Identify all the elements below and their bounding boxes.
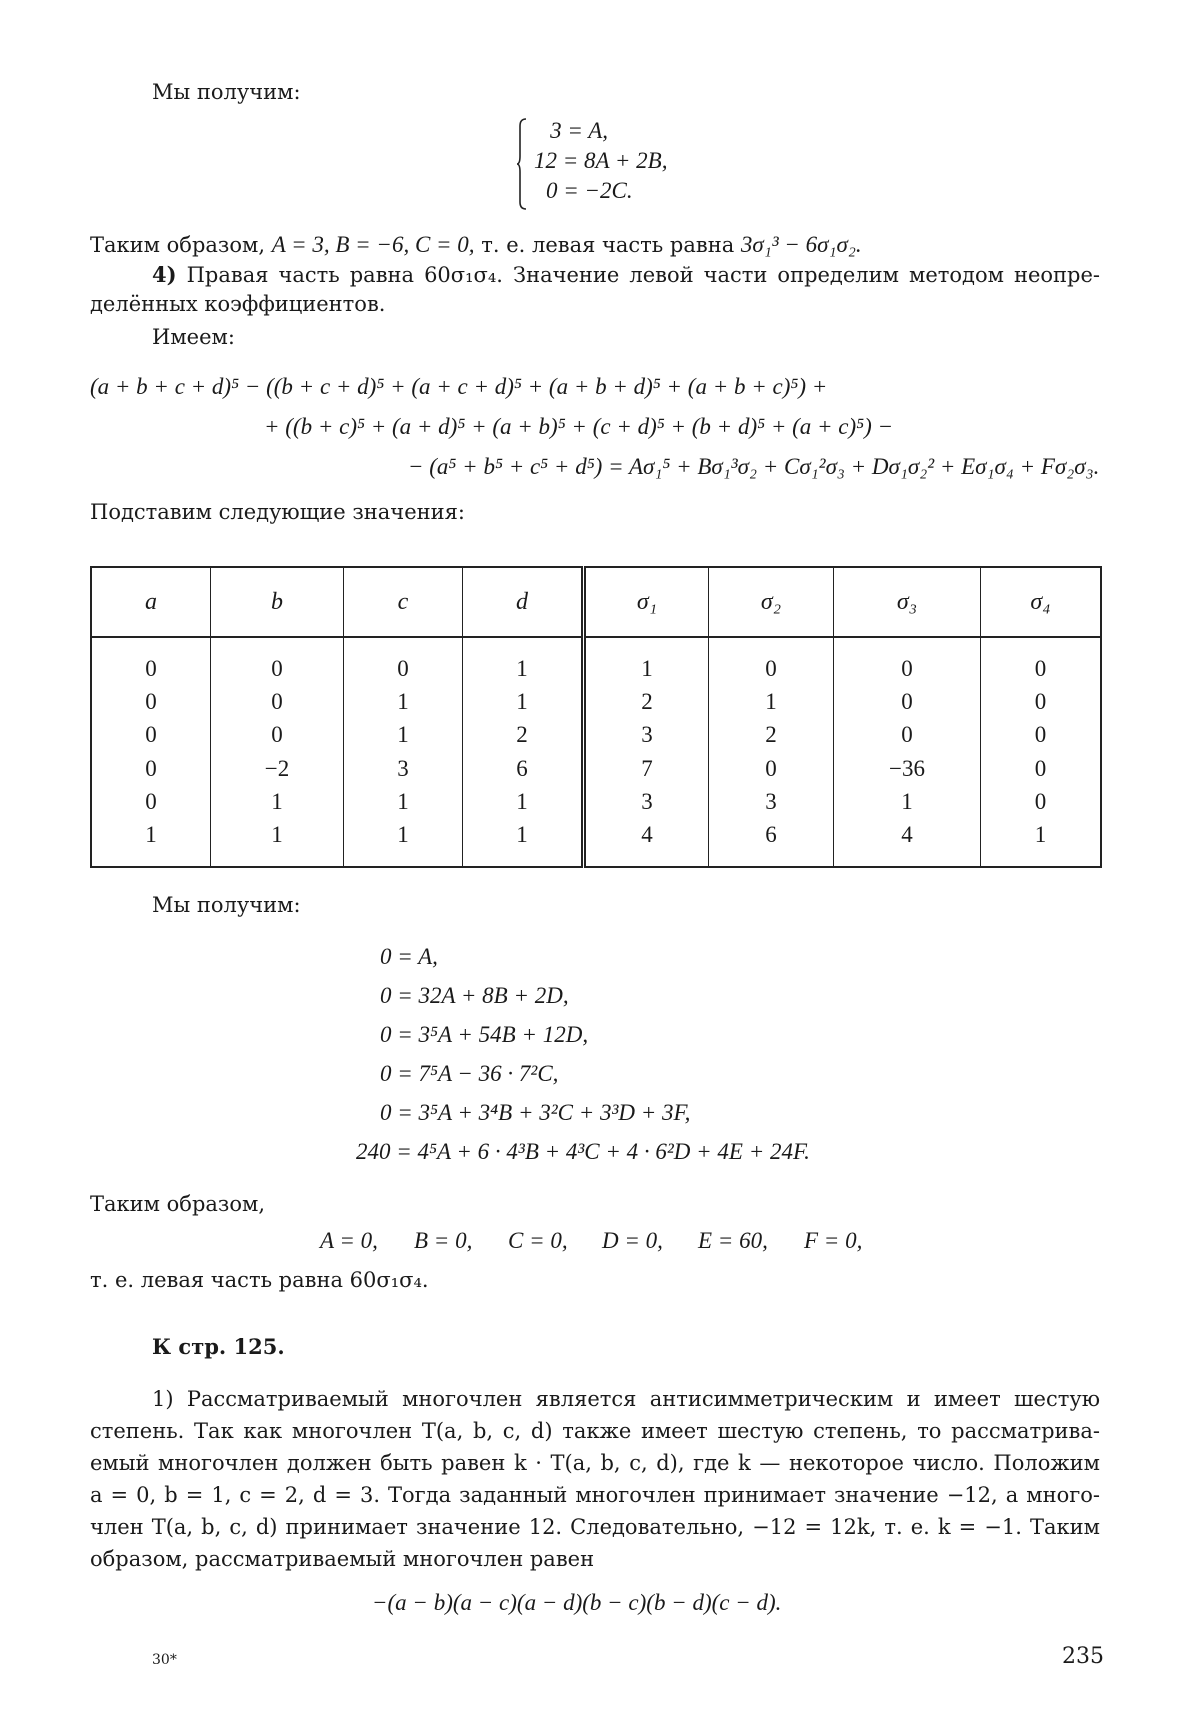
identity-line-3: − (a⁵ + b⁵ + c⁵ + d⁵) = Aσ₁⁵ + Bσ₁³σ₂ + Cσ₁²σ₃ + Dσ₁σ₂² + Eσ₁σ₄ + Fσ₂σ₃. (408, 454, 1100, 479)
table-cell: 6 (463, 752, 584, 785)
table-row (91, 752, 1101, 785)
system2-eq-5: 0 = 3⁵A + 3⁴B + 3²C + 3³D + 3F, (380, 1100, 691, 1125)
table-cell: 1 (463, 637, 584, 686)
table-cell: 0 (145, 788, 157, 814)
identity-line-2: + ((b + c)⁵ + (a + d)⁵ + (a + b)⁵ + (c + d)⁵ + (b + d)⁵ + (a + c)⁵) − (264, 414, 894, 439)
table-cell: 3 (584, 719, 709, 752)
para1-line-1: 1) Рассматриваемый многочлен является антисимметрическим и имеет шестую (152, 1387, 1100, 1411)
table-cell: −36 (834, 752, 981, 785)
result2-value-e: E = 60, (698, 1228, 768, 1253)
section-title: К стр. 125. (152, 1334, 285, 1359)
intro-text-1: Мы получим: (152, 80, 301, 104)
table-cell: −2 (211, 752, 344, 785)
table-cell: 0 (145, 655, 157, 681)
table-cell: 2 (709, 719, 834, 752)
table-header-cell: d (463, 567, 584, 637)
table-header-cell: σ₁ (584, 567, 709, 637)
table-cell: 0 (981, 719, 1102, 752)
table-cell: 0 (981, 785, 1102, 818)
table-cell: 0 (145, 689, 157, 715)
table-cell: 1 (344, 785, 463, 818)
identity-line-1: (a + b + c + d)⁵ − ((b + c + d)⁵ + (a + c + d)⁵ + (a + b + d)⁵ + (a + b + c)⁵) + (90, 374, 828, 399)
result-1 (90, 232, 862, 258)
para1-line-3: емый многочлен должен быть равен k · T(a, b, c, d), где k — некоторое число. Положим (90, 1451, 1100, 1475)
table-cell: 0 (981, 686, 1102, 719)
result1-prefix: Таким образом, (90, 233, 272, 257)
table-cell: 1 (211, 785, 344, 818)
table-cell: 2 (463, 719, 584, 752)
para1-line-4: a = 0, b = 1, c = 2, d = 3. Тогда заданный многочлен принимает значение −12, а много- (90, 1483, 1100, 1507)
table-cell: 0 (834, 686, 981, 719)
intro-text-2: Мы получим: (152, 893, 301, 917)
table-cell: 0 (981, 752, 1102, 785)
table-header-cell: c (344, 567, 463, 637)
table-cell: 0 (709, 752, 834, 785)
table-cell: 0 (145, 755, 157, 781)
table-header-cell: σ₄ (981, 567, 1102, 637)
table-cell: 0 (834, 719, 981, 752)
table-cell: 2 (584, 686, 709, 719)
result1-suffix: т. е. левая часть равна (474, 233, 741, 257)
system2-eq-3: 0 = 3⁵A + 54B + 12D, (380, 1022, 589, 1047)
result1-expr: 3σ₁³ − 6σ₁σ₂. (740, 232, 862, 257)
system2-eq-1: 0 = A, (380, 944, 438, 969)
part4-label: 4) (152, 262, 177, 287)
table-cell: 3 (584, 785, 709, 818)
para1-line-6: образом, рассматриваемый многочлен равен (90, 1547, 595, 1571)
system2-eq-6: 240 = 4⁵A + 6 · 4³B + 4³C + 4 · 6²D + 4E + 24F. (356, 1139, 810, 1164)
system-brace-icon (517, 118, 527, 210)
table-cell: 0 (211, 719, 344, 752)
values-table (90, 566, 1102, 868)
footer-signature: 30* (152, 1652, 177, 1668)
table-cell: 4 (834, 818, 981, 867)
system1-eq-2: 12 = 8A + 2B, (534, 148, 668, 173)
part4-line-1 (152, 262, 1100, 287)
system1-eq-1: 3 = A, (550, 118, 608, 143)
table-row (91, 785, 1101, 818)
table-row (91, 719, 1101, 752)
table-cell: 1 (344, 686, 463, 719)
table-cell: 1 (344, 719, 463, 752)
have-text: Имеем: (152, 325, 235, 349)
table-cell: 0 (344, 637, 463, 686)
para1-line-2: степень. Так как многочлен T(a, b, c, d) также имеет шестую степень, то рассматрива- (90, 1419, 1100, 1443)
result1-values: A = 3, B = −6, C = 0, (271, 232, 475, 257)
table-cell: 0 (834, 637, 981, 686)
system2-eq-2: 0 = 32A + 8B + 2D, (380, 983, 569, 1008)
result2-prefix: Таким образом, (90, 1192, 266, 1216)
final-expression: −(a − b)(a − c)(a − d)(b − c)(b − d)(c − d). (372, 1590, 782, 1615)
para1-line-5: член T(a, b, c, d) принимает значение 12. Следовательно, −12 = 12k, т. е. k = −1. Таким (90, 1515, 1100, 1539)
system2-eq-4: 0 = 7⁵A − 36 · 7²C, (380, 1061, 559, 1086)
table-header-cell: a (91, 567, 211, 637)
system1-eq-3: 0 = −2C. (546, 178, 633, 203)
table-row (91, 686, 1101, 719)
part4-line-2: делённых коэффициентов. (90, 292, 386, 316)
table-cell: 1 (834, 785, 981, 818)
table-cell: 0 (211, 686, 344, 719)
table-cell: 1 (344, 818, 463, 867)
table-cell: 0 (145, 722, 157, 748)
table-cell: 3 (344, 752, 463, 785)
table-cell: 0 (211, 637, 344, 686)
result2-value-a: A = 0, (320, 1228, 378, 1253)
table-cell: 7 (584, 752, 709, 785)
table-cell: 3 (709, 785, 834, 818)
result2-suffix: т. е. левая часть равна 60σ₁σ₄. (90, 1268, 429, 1292)
result2-value-f: F = 0, (804, 1228, 863, 1253)
table-header-row (91, 567, 1101, 637)
table-cell: 1 (709, 686, 834, 719)
table-cell: 1 (463, 818, 584, 867)
table-cell: 1 (211, 818, 344, 867)
page-number: 235 (1062, 1644, 1104, 1669)
table-row (91, 637, 1101, 686)
table-cell: 1 (145, 822, 157, 848)
table-cell: 1 (463, 686, 584, 719)
table-header-cell: σ₂ (709, 567, 834, 637)
part4-text: Правая часть равна 60σ₁σ₄. Значение левой части определим методом неопре- (186, 263, 1100, 287)
substitute-text: Подставим следующие значения: (90, 500, 465, 524)
table-cell: 4 (584, 818, 709, 867)
table-cell: 1 (463, 785, 584, 818)
table-header-cell: σ₃ (834, 567, 981, 637)
table-cell: 1 (981, 818, 1102, 867)
result2-value-d: D = 0, (602, 1228, 663, 1253)
table-header-cell: b (211, 567, 344, 637)
table-cell: 0 (981, 637, 1102, 686)
table-row (91, 818, 1101, 867)
result2-value-b: B = 0, (414, 1228, 473, 1253)
table-cell: 6 (709, 818, 834, 867)
result2-value-c: C = 0, (508, 1228, 568, 1253)
table-cell: 1 (584, 637, 709, 686)
table-cell: 0 (709, 637, 834, 686)
